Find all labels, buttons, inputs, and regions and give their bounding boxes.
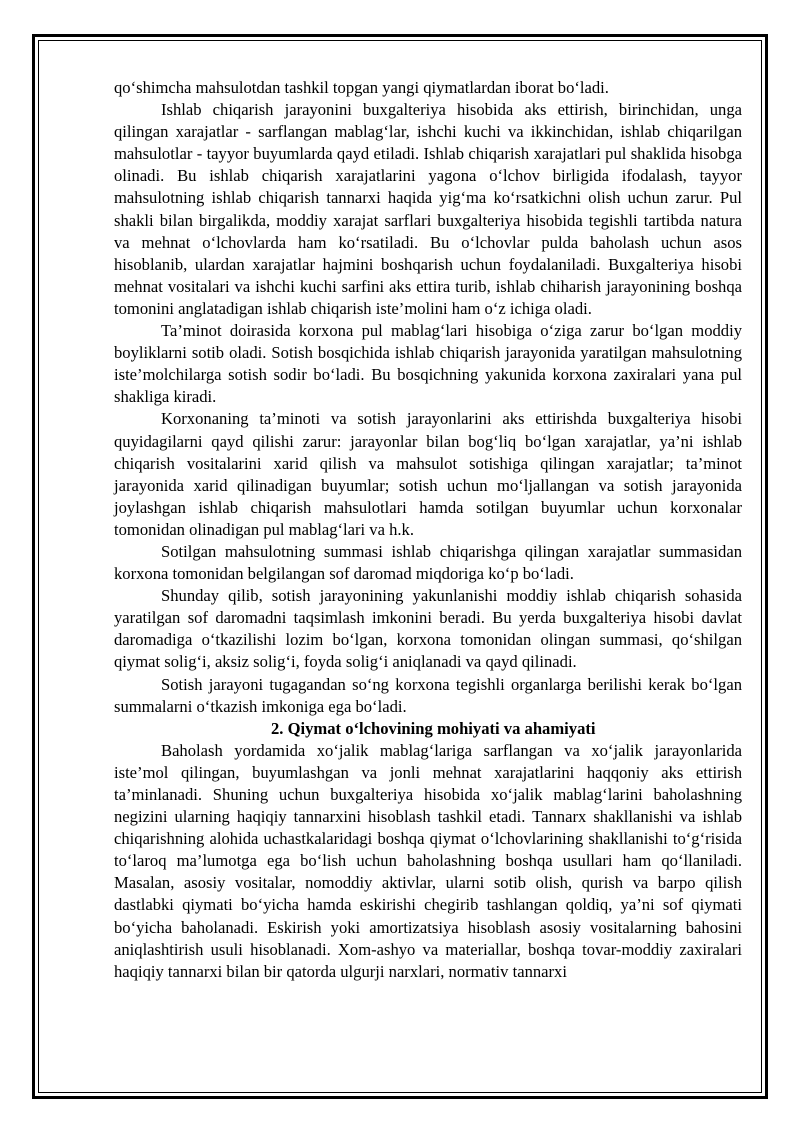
paragraph: Korxonaning ta’minoti va sotish jarayonlarini aks ettirishda buxgalteriya hisobi quyidagilarni qayd qilishi zarur: jarayonlar bilan bog‘liq bo‘lgan xarajatlar, ya’ni ishlab chiqarish vositalarini xarid qilish va mahsulot sotishiga qilingan xarajatlar; ta’minot jarayonida xarid qilinadigan buyumlar; sotish uchun mo‘ljallangan va sotish jarayonida joylashgan ishlab chiqarish mahsulotlari hamda sotilgan buyumlar uchun korxonalar tomonidan olinadigan pul mablag‘lari va h.k. [114,409,742,539]
document-body [114,77,742,983]
paragraph: Shunday qilib, sotish jarayonining yakunlanishi moddiy ishlab chiqarish sohasida yaratilgan sof daromadni taqsimlash imkonini beradi. Bu yerda buxgalteriya hisobi davlat daromadiga o‘tkazilishi lozim bo‘lgan, korxona tomonidan olingan summasi, qo‘shilgan qiymat solig‘i, aksiz solig‘i, foyda solig‘i aniqlanadi va qayd qilinadi. [114,586,742,672]
section-heading: 2. Qiymat o‘lchovining mohiyati va ahamiyati [271,718,596,738]
paragraph: Ta’minot doirasida korxona pul mablag‘lari hisobiga o‘ziga zarur bo‘lgan moddiy boyliklarni sotib oladi. Sotish bosqichida ishlab chiqarish jarayonida yaratilgan mahsulotning iste’molchilarga sotish sodir bo‘ladi. Bu bosqichning yakunida korxona zaxiralari yana pul shakliga kiradi. [114,321,742,407]
paragraph: Ishlab chiqarish jarayonini buxgalteriya hisobida aks ettirish, birinchidan, unga qilingan xarajatlar - sarflangan mablag‘lar, ishchi kuchi va ikkinchidan, ishlab chiqarilgan mahsulotlar - tayyor buyumlarda qayd etiladi. Ishlab chiqarish xarajatlari pul shaklida hisobga olinadi. Bu ishlab chiqarish xarajatlarini yagona o‘lchov birligida ifodalash, tayyor mahsulotning ishlab chiqarish tannarxi haqida yig‘ma ko‘rsatkichni olish uchun zarur. Pul shakli bilan birgalikda, moddiy xarajat sarflari buxgalteriya hisobida tegishli tartibda natura va mehnat o‘lchovlarda ham ko‘rsatiladi. Bu o‘lchovlar pulda baholash uchun asos hisoblanib, ulardan xarajatlar hajmini boshqarish uchun foydalaniladi. Buxgalteriya hisobi mehnat vositalari va ishchi kuchi sarfini aks ettira turib, ishlab chiharish jarayonining boshqa tomonini anglatadigan ishlab chiqarish iste’molini ham o‘z ichiga oladi. [114,100,742,318]
paragraph: Sotish jarayoni tugagandan so‘ng korxona tegishli organlarga berilishi kerak bo‘lgan summalarni o‘tkazish imkoniga ega bo‘ladi. [114,674,742,716]
paragraph: Sotilgan mahsulotning summasi ishlab chiqarishga qilingan xarajatlar summasidan korxona tomonidan belgilangan sof daromad miqdoriga ko‘p bo‘ladi. [114,541,742,584]
paragraph: Baholash yordamida xo‘jalik mablag‘lariga sarflangan va xo‘jalik jarayonlarida iste’mol qilingan, buyumlashgan va jonli mehnat xarajatlarini haqqoniy aks ettirish ta’minlanadi. Shuning uchun buxgalteriya hisobida xo‘jalik mablag‘larini baholashning negizini ularning haqiqiy tannarxini hisoblash tashkil etadi. Tannarx shakllanishi va ishlab chiqarishning alohida uchastkalaridagi boshqa qiymat o‘lchovlarining shakllanishi to‘g‘risida to‘laroq ma’lumotga ega bo‘lish uchun baholashning boshqa usullari ham qo‘llaniladi. Masalan, asosiy vositalar, nomoddiy aktivlar, ularni sotib olish, qurish va barpo qilish dastlabki qiymati bo‘yicha hamda eskirishi chegirib tashlangan qoldiq, ya’ni sof qiymati bo‘yicha baholanadi. Eskirish yoki amortizatsiya hisoblash asosiy vositalarning bahosini aniqlashtirish usuli hisoblanadi. Xom-ashyo va materiallar, boshqa tovar-moddiy zaxiralari haqiqiy tannarxi bilan bir qatorda ulgurji narxlari, normativ tannarxi [114,740,742,981]
paragraph-continuation: qo‘shimcha mahsulotdan tashkil topgan yangi qiymatlardan iborat bo‘ladi. [114,78,609,97]
